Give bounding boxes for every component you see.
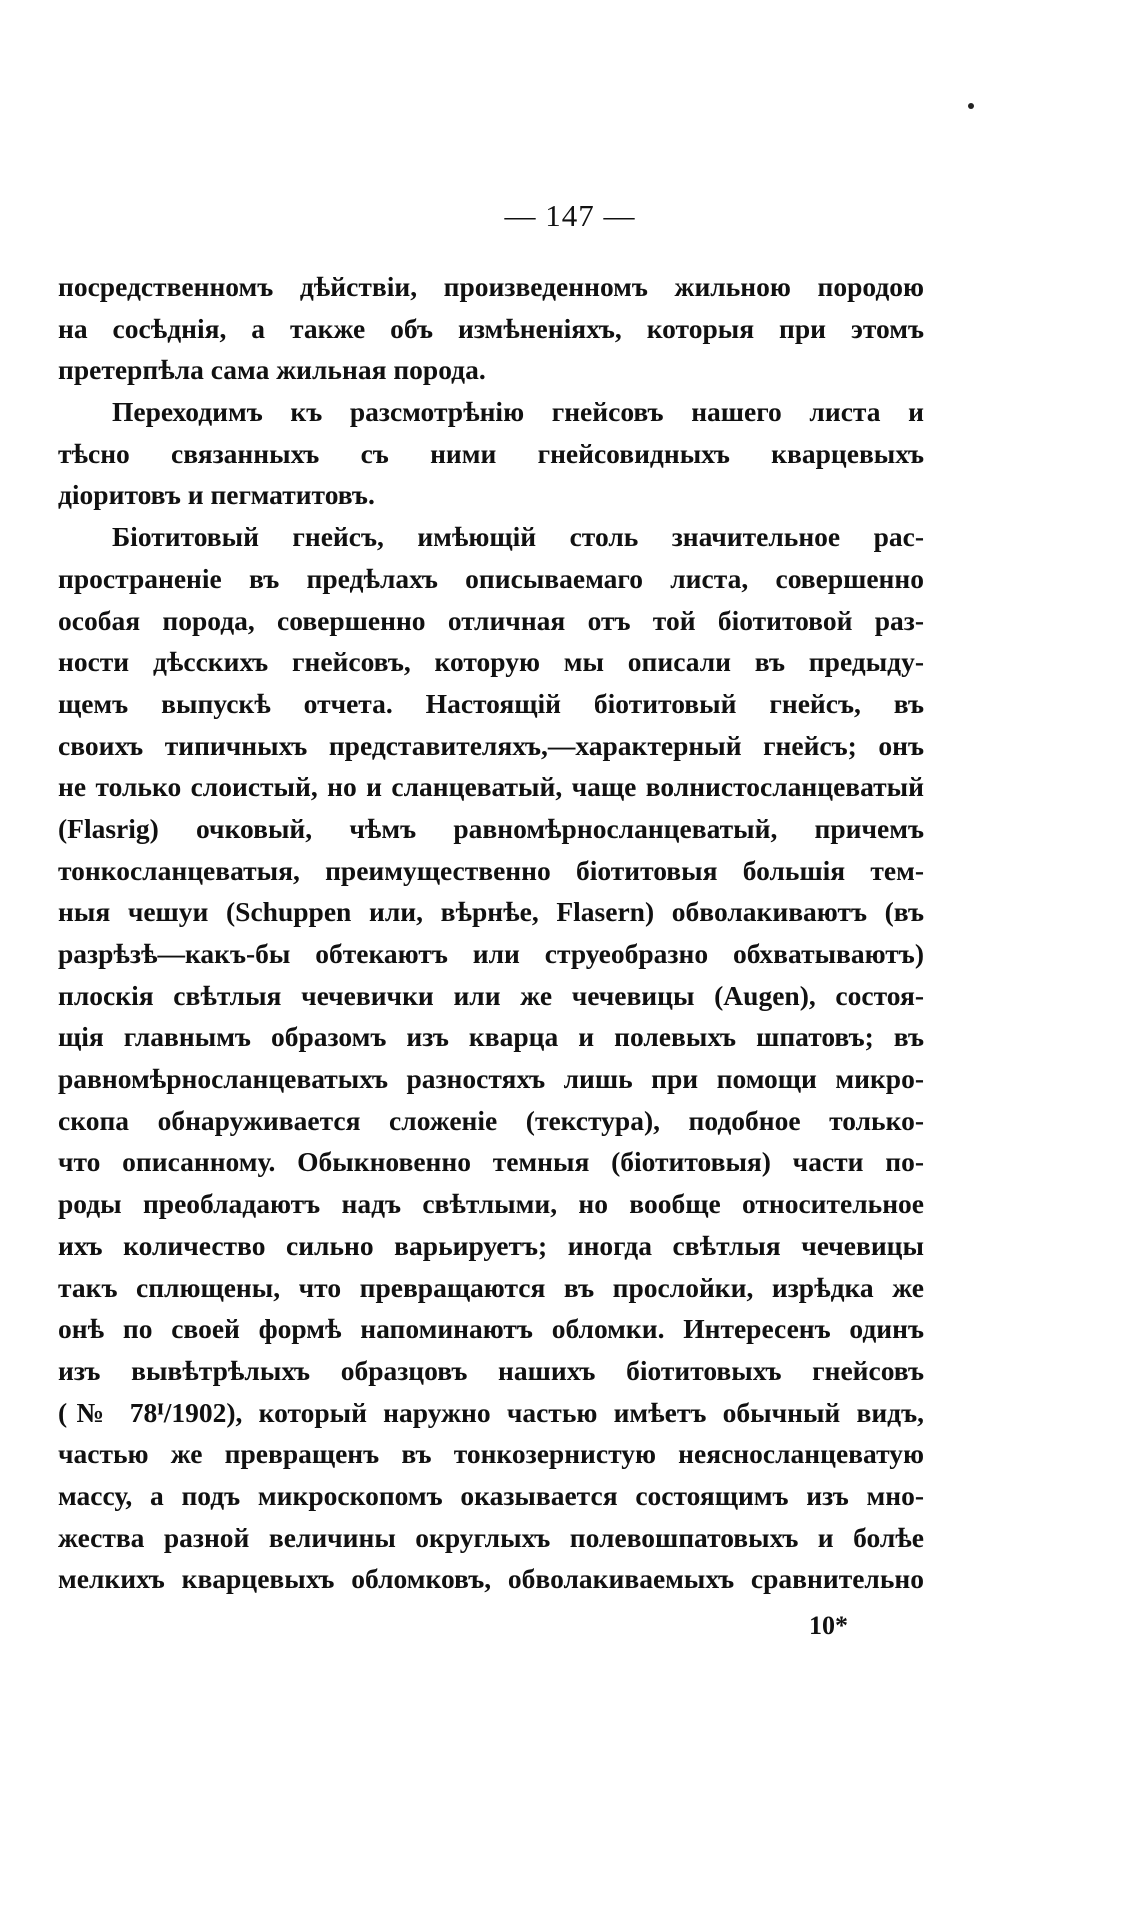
text-line: плоскія свѣтлыя чечевички или же чечевицы (Augen), состоя- xyxy=(58,979,924,1011)
text-line: на сосѣднія, а также объ измѣненіяхъ, которыя при этомъ xyxy=(58,312,924,344)
text-line: ныя чешуи (Schuppen или, вѣрнѣе, Flasern) обволакиваютъ (въ xyxy=(58,896,924,928)
body-text xyxy=(58,266,924,1600)
text-line: претерпѣла сама жильная порода. xyxy=(58,354,486,386)
text-line: (№ 78ᴵ/1902), который наружно частью имѣетъ обычный видъ, xyxy=(58,1396,924,1428)
text-line: діоритовъ и пегматитовъ. xyxy=(58,479,375,511)
text-line: Біотитовый гнейсъ, имѣющій столь значительное рас- xyxy=(112,521,924,553)
signature-mark: 10* xyxy=(809,1611,848,1640)
text-line: роды преобладаютъ надъ свѣтлыми, но вообще относительное xyxy=(58,1188,924,1220)
text-line: жества разной величины округлыхъ полевошпатовыхъ и болѣе xyxy=(58,1521,924,1553)
page-number: — 147 — xyxy=(504,198,636,233)
text-line: равномѣрносланцеватыхъ разностяхъ лишь при помощи микро- xyxy=(58,1063,924,1095)
text-line: ихъ количество сильно варьируетъ; иногда свѣтлыя чечевицы xyxy=(58,1229,924,1261)
text-line: изъ вывѣтрѣлыхъ образцовъ нашихъ біотитовыхъ гнейсовъ xyxy=(58,1354,924,1386)
text-line: массу, а подъ микроскопомъ оказывается состоящимъ изъ мно- xyxy=(58,1479,924,1511)
text-line: особая порода, совершенно отличная отъ той біотитовой раз- xyxy=(58,604,924,636)
text-line: тѣсно связанныхъ съ ними гнейсовидныхъ кварцевыхъ xyxy=(58,437,924,469)
text-line: мелкихъ кварцевыхъ обломковъ, обволакиваемыхъ сравнительно xyxy=(58,1563,924,1595)
text-line: своихъ типичныхъ представителяхъ,—характерный гнейсъ; онъ xyxy=(58,729,924,761)
text-line: онѣ по своей формѣ напоминаютъ обломки. Интересенъ одинъ xyxy=(58,1313,924,1345)
text-line: пространеніе въ предѣлахъ описываемаго листа, совершенно xyxy=(58,562,924,594)
text-line: ности дѣсскихъ гнейсовъ, которую мы описали въ предыду- xyxy=(58,646,924,678)
text-line: частью же превращенъ въ тонкозернистую неяснoсланцеватую xyxy=(58,1438,924,1470)
text-line: (Flasrig) очковый, чѣмъ равномѣрносланцеватый, причемъ xyxy=(58,812,924,844)
text-line: не только слоистый, но и сланцеватый, чаще волнистосланцеватый xyxy=(58,771,924,803)
text-line: скопа обнаруживается сложеніе (текстура), подобное только- xyxy=(58,1104,924,1136)
text-line: посредственномъ дѣйствіи, произведенномъ жильною породою xyxy=(58,271,924,302)
text-line: тонкосланцеватыя, преимущественно біотитовыя большія тем- xyxy=(58,854,924,886)
print-speck xyxy=(968,103,974,109)
text-line: щія главнымъ образомъ изъ кварца и полевыхъ шпатовъ; въ xyxy=(58,1021,924,1053)
text-line: разрѣзѣ—какъ-бы обтекаютъ или струеобразно обхватываютъ) xyxy=(58,938,924,969)
text-line: что описанному. Обыкновенно темныя (біотитовыя) части по- xyxy=(58,1146,924,1178)
text-line: щемъ выпускѣ отчета. Настоящій біотитовый гнейсъ, въ xyxy=(58,687,924,719)
text-line: такъ сплющены, что превращаются въ прослойки, изрѣдка же xyxy=(58,1271,924,1303)
text-line: Переходимъ къ разсмотрѣнію гнейсовъ нашего листа и xyxy=(112,396,924,428)
